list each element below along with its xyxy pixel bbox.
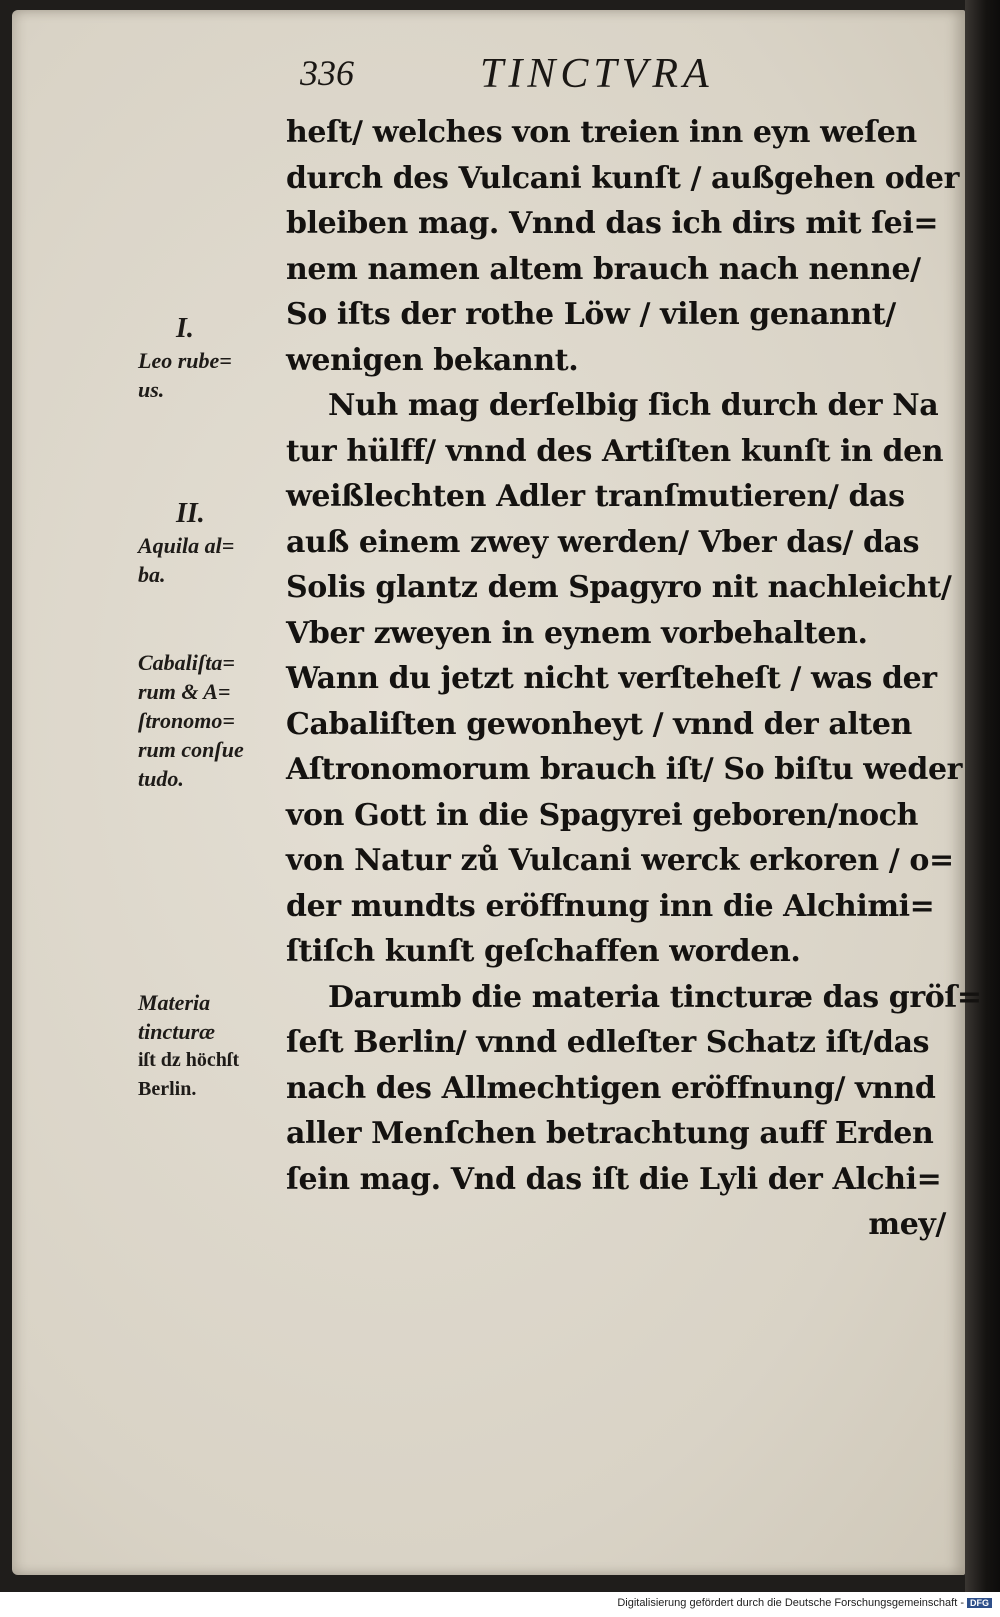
- dfg-logo: DFG: [967, 1598, 992, 1608]
- marginal-line: Cabaliſta=: [138, 650, 235, 675]
- text-line: tur hülff/ vnnd des Artiſten kunſt in den: [286, 433, 944, 469]
- text-line: Vber zweyen in eynem vorbehalten.: [286, 615, 868, 651]
- body-text: [286, 110, 982, 1248]
- marginal-line: rum conſue: [138, 737, 244, 762]
- marginal-line: Leo rube=: [138, 348, 232, 373]
- text-line: von Natur zů Vulcani werck erkoren / o=: [286, 843, 954, 878]
- text-line: Nuh mag derſelbig ſich durch der Na: [328, 388, 939, 423]
- book-binding-edge: [965, 0, 1000, 1592]
- text-line: nach des Allmechtigen eröffnung/ vnnd: [286, 1070, 936, 1106]
- credit-text: Digitalisierung gefördert durch die Deutsche Forschungsgemeinschaft -: [617, 1597, 964, 1609]
- text-line: bleiben mag. Vnnd das ich dirs mit ſei=: [286, 206, 939, 241]
- marginal-line: Aquila al=: [138, 533, 235, 558]
- text-line: heſt/ welches von treien inn eyn weſen: [286, 115, 917, 150]
- marginal-line: tincturæ: [138, 1019, 216, 1044]
- page-number: 336: [300, 53, 354, 93]
- text-line: Darumb die materia tincturæ das gröſ=: [328, 979, 982, 1015]
- text-line: So iſts der rothe Löw / vilen genannt/: [286, 297, 896, 332]
- marginal-line: iſt dz höchſt: [138, 1049, 240, 1071]
- marginal-number: I.: [176, 313, 194, 344]
- marginal-note-cabalistarum: [138, 648, 288, 793]
- marginal-line: us.: [138, 377, 165, 402]
- text-line: ſein mag. Vnd das iſt die Lyli der Alchi=: [286, 1161, 942, 1197]
- catchword: mey/: [868, 1207, 946, 1242]
- marginal-line: rum & A=: [138, 679, 231, 704]
- marginal-line: tudo.: [138, 766, 184, 791]
- text-line: von Gott in die Spagyrei geboren/noch: [286, 797, 919, 833]
- marginal-line: Materia: [138, 990, 211, 1015]
- text-line: durch des Vulcani kunſt / außgehen oder: [286, 160, 959, 196]
- text-line: der mundts eröffnung inn die Alchimi=: [286, 888, 935, 924]
- text-line: Wann du jetzt nicht verſteheſt / was der: [286, 661, 937, 696]
- marginal-line: ba.: [138, 562, 166, 587]
- marginal-number: II.: [176, 498, 205, 529]
- page-header: [300, 52, 800, 102]
- text-line: weißlechten Adler tranſmutieren/ das: [286, 479, 905, 514]
- text-line: aller Menſchen betrachtung auff Erden: [286, 1116, 934, 1151]
- text-line: Aſtronomorum brauch iſt/ So biſtu weder: [286, 752, 963, 787]
- text-line: nem namen altem brauch nach nenne/: [286, 251, 921, 287]
- digitization-credit: [617, 1597, 992, 1609]
- marginal-note-leo-rubeus: [138, 312, 288, 404]
- marginal-note-aquila-alba: [138, 497, 288, 589]
- text-line: auß einem zwey werden/ Vber das/ das: [286, 524, 920, 560]
- marginal-line: ſtronomo=: [138, 708, 235, 733]
- text-line: Cabaliſten gewonheyt / vnnd der alten: [286, 706, 912, 742]
- marginal-line: Berlin.: [138, 1078, 197, 1100]
- text-line: ſtiſch kunſt geſchaffen worden.: [286, 934, 801, 969]
- text-line: wenigen bekannt.: [286, 342, 579, 378]
- marginal-note-materia-tincturae: [138, 988, 288, 1104]
- text-line: ſeſt Berlin/ vnnd edleſter Schatz iſt/das: [286, 1025, 930, 1060]
- text-line: Solis glantz dem Spagyro nit nachleicht/: [286, 570, 952, 605]
- running-title: TINCTVRA: [480, 51, 714, 97]
